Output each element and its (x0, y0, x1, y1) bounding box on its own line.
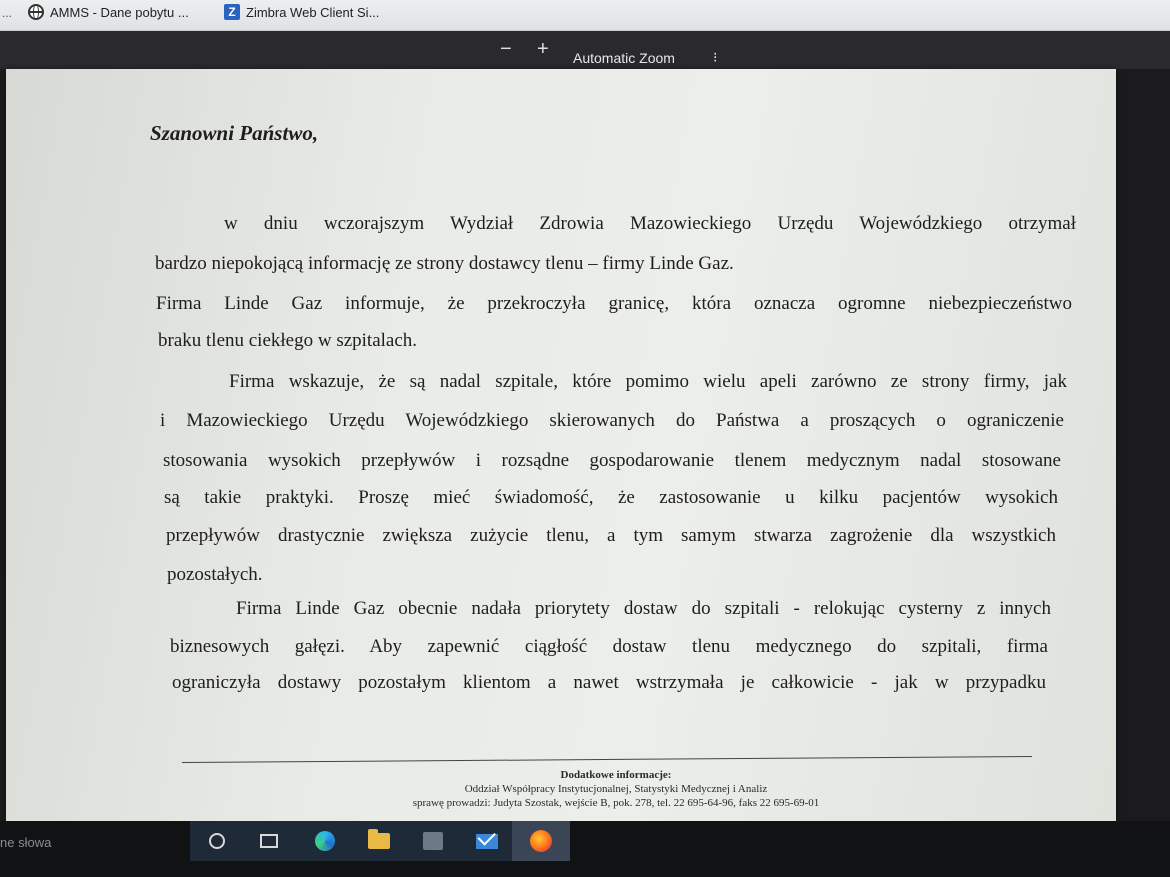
doc-line-9: przepływów drastycznie zwiększa zużycie tlenu, a tym samym stwarza zagrożenie dla wszystkich (166, 525, 1056, 546)
doc-line-6: i Mazowieckiego Urzędu Wojewódzkiego skierowanych do Państwa a proszących o ograniczenie (160, 410, 1064, 431)
task-view-icon[interactable] (256, 829, 282, 853)
doc-line-11: Firma Linde Gaz obecnie nadała priorytety dostaw do szpitali - relokując cysterny z innych (236, 598, 1051, 619)
globe-icon (28, 4, 44, 20)
file-explorer-icon[interactable] (366, 829, 392, 853)
zoom-dropdown-icon[interactable]: ⁝ (713, 49, 718, 65)
doc-line-2: bardzo niepokojącą informację ze strony dostawcy tlenu – firmy Linde Gaz. (155, 253, 734, 274)
doc-line-10: pozostałych. (167, 564, 263, 585)
edge-icon[interactable] (312, 829, 338, 853)
pdf-page (6, 69, 1116, 821)
zoom-in-button[interactable]: + (537, 38, 549, 60)
zimbra-icon: Z (224, 4, 240, 20)
bookmarks-bar (0, 0, 1170, 31)
bookmarks-overflow[interactable]: ... (2, 6, 13, 20)
doc-line-4: braku tlenu ciekłego w szpitalach. (158, 330, 418, 351)
footer-divider (182, 756, 1032, 763)
doc-line-1: w dniu wczorajszym Wydział Zdrowia Mazowieckiego Urzędu Wojewódzkiego otrzymał (224, 213, 1076, 234)
bookmark-zimbra[interactable] (224, 4, 379, 20)
bookmark-zimbra-label: Zimbra Web Client Si... (246, 4, 380, 20)
store-icon[interactable] (420, 829, 446, 853)
bookmark-amms[interactable] (28, 4, 189, 20)
taskbar-icons (190, 821, 570, 861)
zoom-out-button[interactable]: − (500, 38, 512, 60)
footer-line-1: Oddział Współpracy Instytucjonalnej, Statystyki Medycznej i Analiz (464, 783, 768, 795)
footer-line-2: sprawę prowadzi: Judyta Szostak, wejście B, pok. 278, tel. 22 695-64-96, faks 22 695-69-01 (412, 797, 820, 809)
document-body (6, 69, 1116, 821)
footer-title: Dodatkowe informacje: (560, 769, 672, 781)
doc-line-8: są takie praktyki. Proszę mieć świadomość, że zastosowanie u kilku pacjentów wysokich (164, 487, 1058, 508)
mail-icon[interactable] (474, 829, 500, 853)
firefox-icon[interactable] (528, 829, 554, 853)
bookmark-amms-label: AMMS - Dane pobytu ... (50, 4, 189, 20)
greeting: Szanowni Państwo, (150, 121, 319, 145)
taskbar-search-hint[interactable]: ne słowa (0, 835, 52, 850)
doc-line-13: ograniczyła dostawy pozostałym klientom a nawet wstrzymała je całkowicie - jak w przypadku (172, 672, 1046, 693)
doc-line-5: Firma wskazuje, że są nadal szpitale, które pomimo wielu apeli zarówno ze strony firmy, jak (229, 371, 1067, 392)
doc-line-3: Firma Linde Gaz informuje, że przekroczyła granicę, która oznacza ogromne niebezpieczeństwo (156, 293, 1072, 314)
zoom-select[interactable]: Automatic Zoom (573, 50, 675, 66)
doc-line-7: stosowania wysokich przepływów i rozsądne gospodarowanie tlenem medycznym nadal stosowane (163, 450, 1061, 471)
doc-line-12: biznesowych gałęzi. Aby zapewnić ciągłość dostaw tlenu medycznego do szpitali, firma (170, 636, 1048, 657)
search-circle-icon[interactable] (204, 829, 230, 853)
taskbar (0, 821, 1170, 877)
pdf-toolbar (0, 31, 1170, 69)
